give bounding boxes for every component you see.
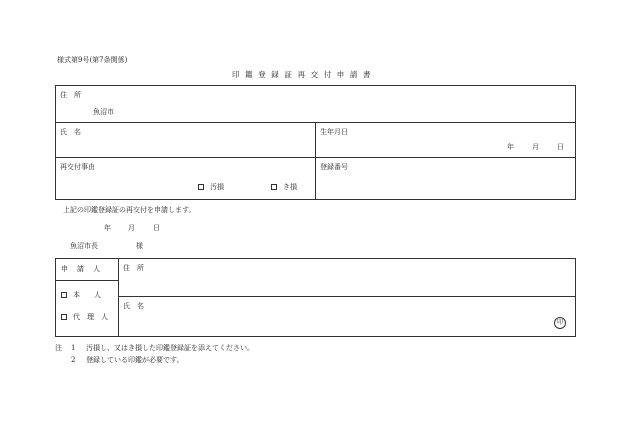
note-2-text: 登録している印鑑が必要です。 bbox=[86, 356, 184, 364]
applicant-option-self[interactable] bbox=[61, 292, 101, 299]
applicant-option-self-label: 本 人 bbox=[73, 291, 101, 299]
note-1-number: 1 bbox=[71, 344, 76, 352]
reason-option-damaged[interactable] bbox=[271, 184, 297, 191]
date-day: 日 bbox=[153, 224, 160, 232]
applicant-column-divider bbox=[118, 258, 119, 337]
dob-month: 月 bbox=[532, 143, 539, 151]
note-2-number: 2 bbox=[71, 356, 76, 364]
reason-option-dirty[interactable] bbox=[198, 184, 224, 191]
applicant-option-agent-label: 代 理 人 bbox=[73, 313, 108, 321]
applicant-header-divider bbox=[55, 280, 118, 281]
applicant-label: 申 請 人 bbox=[61, 265, 101, 273]
statement-text: 上記の印鑑登録証の再交付を申請します。 bbox=[63, 206, 196, 214]
reason-label: 再交付事由 bbox=[60, 163, 95, 171]
applicant-address-label: 住 所 bbox=[123, 264, 144, 272]
applicant-option-agent[interactable] bbox=[61, 314, 108, 321]
seal-mark-icon: 印 bbox=[554, 317, 566, 329]
notes-label: 注 bbox=[55, 344, 62, 352]
recipient-honorific: 様 bbox=[136, 242, 143, 250]
applicant-name-label: 氏 名 bbox=[123, 302, 144, 310]
page-title: 印鑑登録証再交付申請書 bbox=[232, 70, 377, 79]
checkbox-icon[interactable] bbox=[61, 314, 67, 320]
registration-number-label: 登録番号 bbox=[320, 163, 348, 171]
checkbox-icon[interactable] bbox=[198, 184, 204, 190]
dob-label: 生年月日 bbox=[320, 128, 348, 136]
form-number: 様式第9号(第7条関係) bbox=[57, 56, 128, 64]
column-divider bbox=[315, 122, 316, 200]
address-value: 魚沼市 bbox=[93, 108, 114, 116]
date-month: 月 bbox=[128, 224, 135, 232]
checkbox-icon[interactable] bbox=[61, 292, 67, 298]
note-1-text: 汚損し、又はき損した印鑑登録証を添えてください。 bbox=[86, 344, 254, 352]
dob-day: 日 bbox=[557, 143, 564, 151]
address-label: 住 所 bbox=[60, 91, 81, 99]
dob-year: 年 bbox=[507, 143, 514, 151]
recipient-name: 魚沼市長 bbox=[70, 242, 98, 250]
applicant-row-divider bbox=[118, 296, 576, 297]
reason-option-damaged-label: き損 bbox=[283, 183, 297, 191]
date-year: 年 bbox=[104, 224, 111, 232]
name-label: 氏 名 bbox=[60, 128, 81, 136]
checkbox-icon[interactable] bbox=[271, 184, 277, 190]
reason-option-dirty-label: 汚損 bbox=[210, 183, 224, 191]
